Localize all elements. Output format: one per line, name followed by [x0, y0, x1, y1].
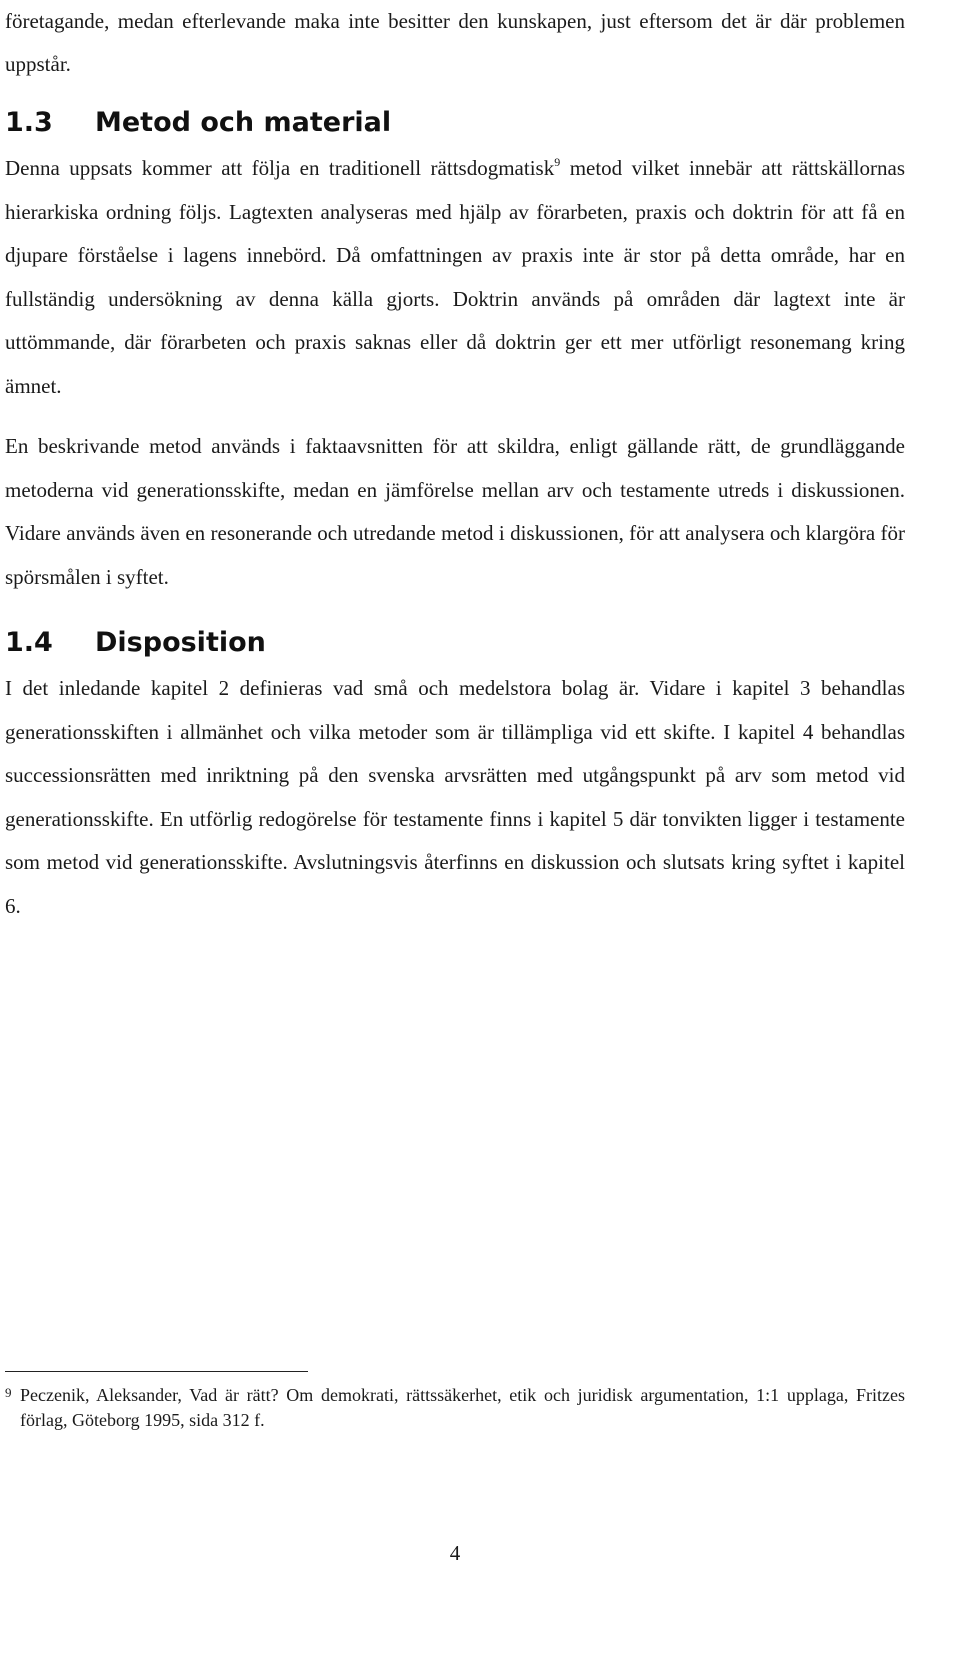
method-paragraph-2: En beskrivande metod används i faktaavsnitten för att skildra, enligt gällande rätt, de grundläggande metoderna vid generationsskifte, medan en jämförelse mellan arv och testamente utreds i diskussionen. Vidare används även en resonerande och utredande metod i diskussionen, för att analysera och klargöra för spörsmålen i syftet.: [5, 434, 905, 589]
method-paragraph-1: [5, 147, 905, 408]
section-number: 1.3: [5, 107, 53, 138]
footnote-text: Peczenik, Aleksander, Vad är rätt? Om demokrati, rättssäkerhet, etik och juridisk argumentation, 1:1 upplaga, Fritzes förlag, Göteborg 1995, sida 312 f.: [20, 1385, 905, 1430]
section-number: 1.4: [5, 627, 53, 658]
disposition-paragraph: I det inledande kapitel 2 definieras vad små och medelstora bolag är. Vidare i kapitel 3 behandlas generationsskiften i allmänhet och vilka metoder som är tillämpliga vid ett skifte. I kapitel 4 behandlas successionsrätten med inriktning på den svenska arvsrätten med utgångspunkt på arv som metod vid generationsskifte. En utförlig redogörelse för testamente finns i kapitel 5 där tonvikten ligger i testamente som metod vid generationsskifte. Avslutningsvis återfinns en diskussion och slutsats kring syftet i kapitel 6.: [5, 676, 905, 918]
page-number: 4: [449, 1541, 461, 1565]
section-title: Disposition: [95, 627, 266, 658]
section-heading-1-3: [5, 106, 391, 140]
footnote: [5, 1383, 905, 1433]
section-heading-1-4: [5, 626, 266, 660]
footnote-reference[interactable]: 9: [554, 155, 561, 169]
intro-paragraph: företagande, medan efterlevande maka inte besitter den kunskapen, just eftersom det är där problemen uppstår.: [5, 9, 905, 76]
method-text-end: metod vilket innebär att rättskällornas hierarkiska ordning följs. Lagtexten analyseras med hjälp av förarbeten, praxis och doktrin för att få en djupare förståelse i lagens innebörd. Då omfattningen av praxis inte är stor på detta område, har en fullständig undersökning av denna källa gjorts. Doktrin används på områden där lagtext inte är uttömmande, där förarbeten och praxis saknas eller då doktrin ger ett mer utförligt resonemang kring ämnet.: [5, 156, 905, 398]
method-text-start: Denna uppsats kommer att följa en traditionell rättsdogmatisk: [5, 156, 555, 180]
footnote-number: 9: [5, 1385, 12, 1400]
footnote-divider: [5, 1371, 308, 1372]
section-title: Metod och material: [95, 107, 392, 138]
